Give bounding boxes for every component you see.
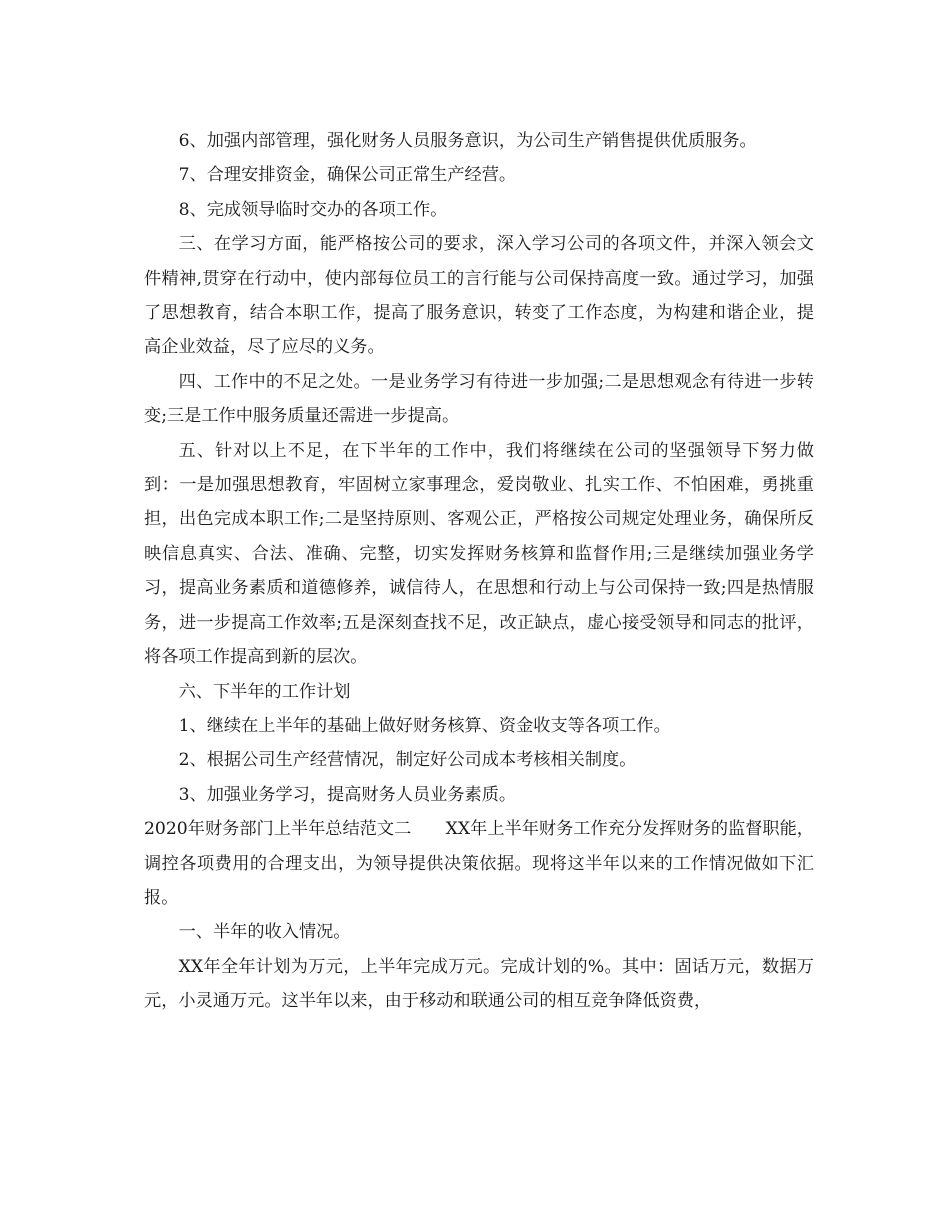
paragraph-income-detail: XX年全年计划为万元，上半年完成万元。完成计划的%。其中：固话万元，数据万元，小灵通万元。这半年以来，由于移动和联通公司的相互竞争降低资费， (144, 956, 814, 1012)
article-two-intro: 2020年财务部门上半年总结范文二 XX年上半年财务工作充分发挥财务的监督职能，调控各项费用的合理支出，为领导提供决策依据。现将这半年以来的工作情况做如下汇报。 (144, 819, 814, 908)
paragraph-shortcomings: 四、工作中的不足之处。一是业务学习有待进一步加强;二是思想观念有待进一步转变;三是工作中服务质量还需进一步提高。 (144, 371, 814, 427)
plan-item-1: 1、继续在上半年的基础上做好财务核算、资金收支等各项工作。 (178, 715, 671, 736)
paragraph-improvements: 五、针对以上不足，在下半年的工作中，我们将继续在公司的坚强领导下努力做到：一是加强思想教育，牢固树立家事理念，爱岗敬业、扎实工作、不怕困难，勇挑重担，出色完成本职工作;二是坚持原则、客观公正，严格按公司规定处理业务，确保所反映信息真实、合法、准确、完整，切实发挥财务核算和监督作用;三是继续加强业务学习，提高业务素质和道德修养，诚信待人，在思想和行动上与公司保持一致;四是热情服务，进一步提高工作效率;五是深刻查找不足，改正缺点，虚心接受领导和同志的批评，将各项工作提高到新的层次。 (144, 440, 814, 668)
paragraph-study: 三、在学习方面，能严格按公司的要求，深入学习公司的各项文件，并深入领会文件精神,贯穿在行动中，使内部每位员工的言行能与公司保持高度一致。通过学习，加强了思想教育，结合本职工作，提高了服务意识，转变了工作态度，为构建和谐企业，提高企业效益，尽了应尽的义务。 (144, 234, 814, 358)
paragraph-item-6: 6、加强内部管理，强化财务人员服务意识，为公司生产销售提供优质服务。 (178, 131, 757, 151)
section-heading-income: 一、半年的收入情况。 (178, 922, 351, 943)
plan-item-3: 3、加强业务学习，提高财务人员业务素质。 (178, 784, 517, 805)
paragraph-item-8: 8、完成领导临时交办的各项工作。 (178, 199, 448, 220)
document-body (144, 124, 814, 1019)
section-heading-plan: 六、下半年的工作计划 (178, 681, 351, 702)
paragraph-item-7: 7、合理安排资金，确保公司正常生产经营。 (178, 165, 517, 186)
plan-item-2: 2、根据公司生产经营情况，制定好公司成本考核相关制度。 (178, 750, 637, 771)
